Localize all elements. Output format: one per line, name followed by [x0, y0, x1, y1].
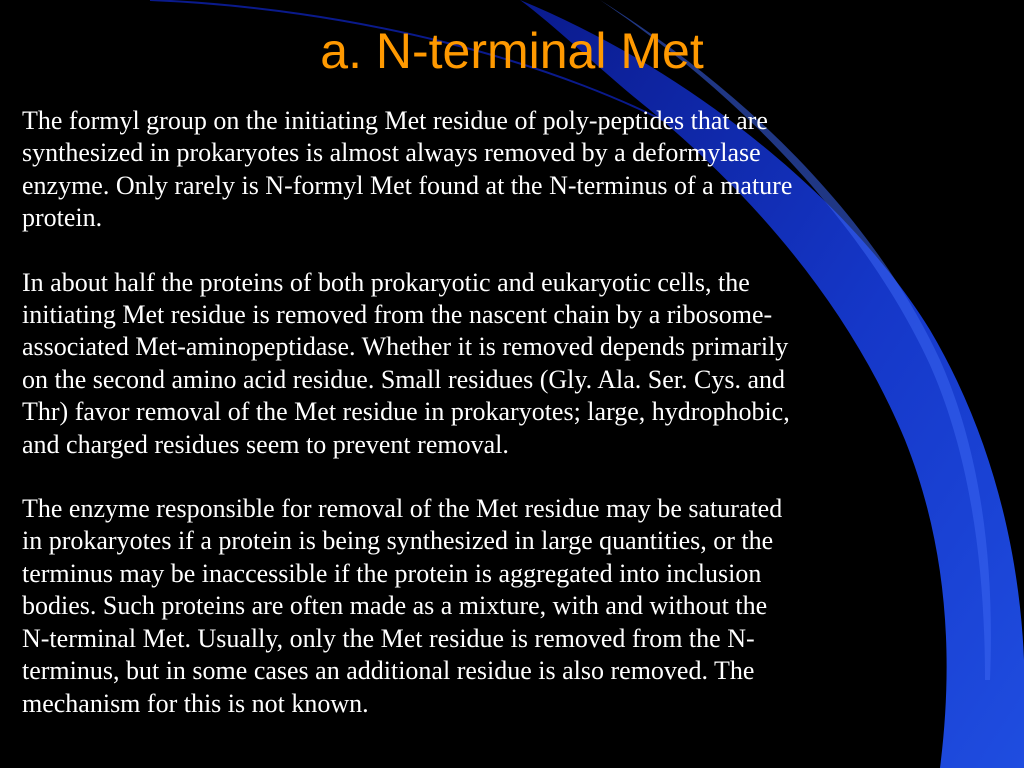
paragraph-2-line-5: Thr) favor removal of the Met residue in prokaryotes; large, hydrophobic,	[22, 397, 790, 427]
paragraph-2-line-4: on the second amino acid residue. Small residues (Gly. Ala. Ser. Cys. and	[22, 364, 786, 394]
paragraph-1-line-2: synthesized in prokaryotes is almost always removed by a deformylase	[22, 138, 761, 168]
paragraph-2-line-6: and charged residues seem to prevent removal.	[22, 429, 509, 459]
paragraph-3-line-6: terminus, but in some cases an additional residue is also removed. The	[22, 656, 755, 686]
paragraph-3-line-7: mechanism for this is not known.	[22, 688, 369, 718]
paragraph-3-line-4: bodies. Such proteins are often made as a mixture, with and without the	[22, 591, 768, 621]
paragraph-1-line-4: protein.	[22, 203, 103, 233]
paragraph-2-line-3: associated Met-aminopeptidase. Whether it is removed depends primarily	[22, 332, 789, 362]
paragraph-2-line-1: In about half the proteins of both prokaryotic and eukaryotic cells, the	[22, 267, 750, 297]
paragraph-3-line-5: N-terminal Met. Usually, only the Met residue is removed from the N-	[22, 623, 755, 653]
paragraph-1-line-3: enzyme. Only rarely is N-formyl Met found at the N-terminus of a mature	[22, 170, 793, 200]
paragraph-1-line-1: The formyl group on the initiating Met residue of poly-peptides that are	[22, 106, 768, 135]
paragraph-3-line-2: in prokaryotes if a protein is being synthesized in large quantities, or the	[22, 526, 774, 556]
paragraph-3-line-1: The enzyme responsible for removal of the Met residue may be saturated	[22, 494, 783, 524]
paragraph-2-line-2: initiating Met residue is removed from the nascent chain by a ribosome-	[22, 300, 773, 330]
slide-title: a. N-terminal Met	[320, 23, 704, 79]
paragraph-3-line-3: terminus may be inaccessible if the protein is aggregated into inclusion	[22, 558, 762, 588]
slide-body	[22, 105, 1024, 720]
